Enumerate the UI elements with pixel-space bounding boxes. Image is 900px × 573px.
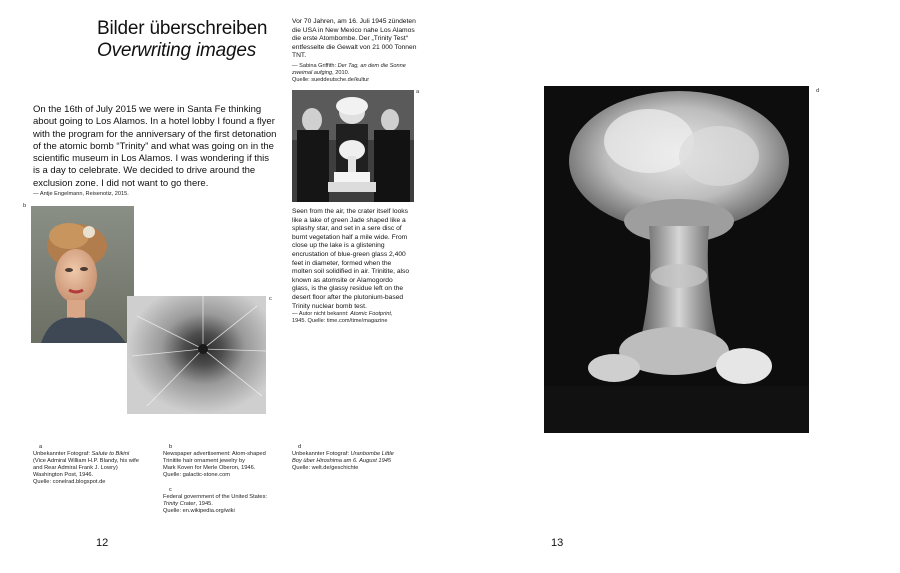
- mushroom-cloud-photo: [544, 86, 809, 433]
- caption-d-line3: Quelle: welt.de/geschichte: [292, 465, 359, 472]
- image-a-salute-to-bikini: [292, 90, 414, 202]
- image-label-d: d: [816, 88, 820, 94]
- caption-b-line2: Trinitite hair ornament jewelry by: [163, 458, 245, 465]
- quote-url: Quelle: sueddeutsche.de/kultur: [292, 77, 370, 84]
- quote-author: — Sabina Griffith:: [292, 62, 337, 69]
- caption-d: [292, 444, 404, 472]
- intro-source: — Antje Engelmann, Reisenotiz, 2015.: [33, 191, 129, 198]
- caption-a-lead: Unbekannter Fotograf:: [33, 451, 92, 458]
- caption-c-line3: Quelle: en.wikipedia.org/wiki: [163, 508, 235, 515]
- quote-work: Der Tag, an dem die Sonne zweimal aufging: [292, 62, 406, 77]
- caption-c-line1: Federal government of the United States:: [163, 494, 268, 501]
- portrait-illustration: [31, 206, 134, 343]
- page-title: [97, 18, 267, 62]
- caption-a-title: Salute to Bikini: [91, 451, 130, 458]
- trinitite-work: Atomic Footprint: [350, 311, 391, 318]
- caption-a: [33, 444, 158, 487]
- image-label-c: c: [269, 296, 272, 302]
- caption-d-lead: Unbekannter Fotograf:: [292, 451, 351, 458]
- title-german: Bilder überschreiben: [97, 18, 268, 39]
- caption-a-line4: Washington Post, 1946.: [33, 472, 94, 479]
- image-c-trinity-crater: [127, 296, 266, 414]
- caption-a-line5: Quelle: conelrad.blogspot.de: [33, 479, 106, 486]
- quote-block: [292, 18, 420, 85]
- caption-c-letter: c: [169, 487, 172, 493]
- cake-cutting-photo: [292, 90, 414, 202]
- trinitite-year: ,: [390, 311, 393, 318]
- caption-b-line4: Quelle: galactic-stone.com: [163, 472, 231, 479]
- caption-c-year: , 1945.: [195, 501, 213, 508]
- caption-c-title: Trinity Crater: [163, 501, 196, 508]
- intro-paragraph: On the 16th of July 2015 we were in Santa Fe thinking about going to Los Alamos. In a hotel lobby I found a flyer with the program for the anniversary of the first detonation of the atomic bomb “Trinity” and what was going on in the scientific museum in Los Alamos. I was wondering if this is a day to celebrate. We decided to drive around the exclusion zone. I did not want to go there.: [33, 104, 277, 189]
- caption-d-title: Uranbombe Little Boy über Hiroshima am 6. August 1945: [292, 451, 394, 465]
- page-number-left: 12: [96, 537, 109, 549]
- trinitite-author: — Autor nicht bekannt:: [292, 311, 349, 318]
- image-d-mushroom-cloud: [544, 86, 809, 433]
- caption-a-line3: and Rear Admiral Frank J. Lowry): [33, 465, 118, 472]
- caption-c: [163, 487, 293, 515]
- quote-year: , 2010.: [332, 70, 350, 77]
- image-label-a: a: [416, 89, 420, 95]
- image-label-b: b: [23, 203, 27, 209]
- intro-text-block: [33, 104, 278, 198]
- caption-a-line2: (Vice Admiral William H.P. Blandy, his wife: [33, 458, 139, 465]
- caption-a-letter: a: [39, 444, 43, 450]
- caption-b-letter: b: [169, 444, 173, 450]
- image-b-hair-ornament-ad: [31, 206, 134, 343]
- trinitite-paragraph: Seen from the air, the crater itself looks like a lake of green Jade shaped like a splashy star, and set in a sere disc of burnt vegetation half a mile wide. From close up the lake is a glistening encrustation of blue-green glass 2,400 feet in diameter, formed when the molten soil solidified in air. Trinitite, also known as atomsite or Alamogordo glass, is the glassy residue left on the desert floor after the plutonium-based Trinity nuclear bomb test.: [292, 208, 410, 310]
- caption-b-line3: Mark Koven for Merle Oberon, 1946.: [163, 465, 256, 472]
- quote-text: Vor 70 Jahren, am 16. Juli 1945 zündeten die USA in New Mexico nahe Los Alamos die erste Atombombe. Der „Trinity Test“ entfesselte die Gewalt von 21 000 Tonnen TNT.: [292, 18, 417, 60]
- caption-b-line1: Newspaper advertisement: Atom-shaped: [163, 451, 266, 458]
- trinitite-url: 1945. Quelle: time.com/time/magazine: [292, 318, 388, 325]
- crater-aerial-photo: [127, 296, 266, 414]
- caption-d-letter: d: [298, 444, 302, 450]
- quote-source: [292, 63, 420, 85]
- caption-b: [163, 444, 291, 479]
- trinitite-source: [292, 311, 412, 325]
- trinitite-text-block: [292, 208, 412, 326]
- page-number-right: 13: [551, 537, 564, 549]
- title-english: Overwriting images: [97, 40, 257, 61]
